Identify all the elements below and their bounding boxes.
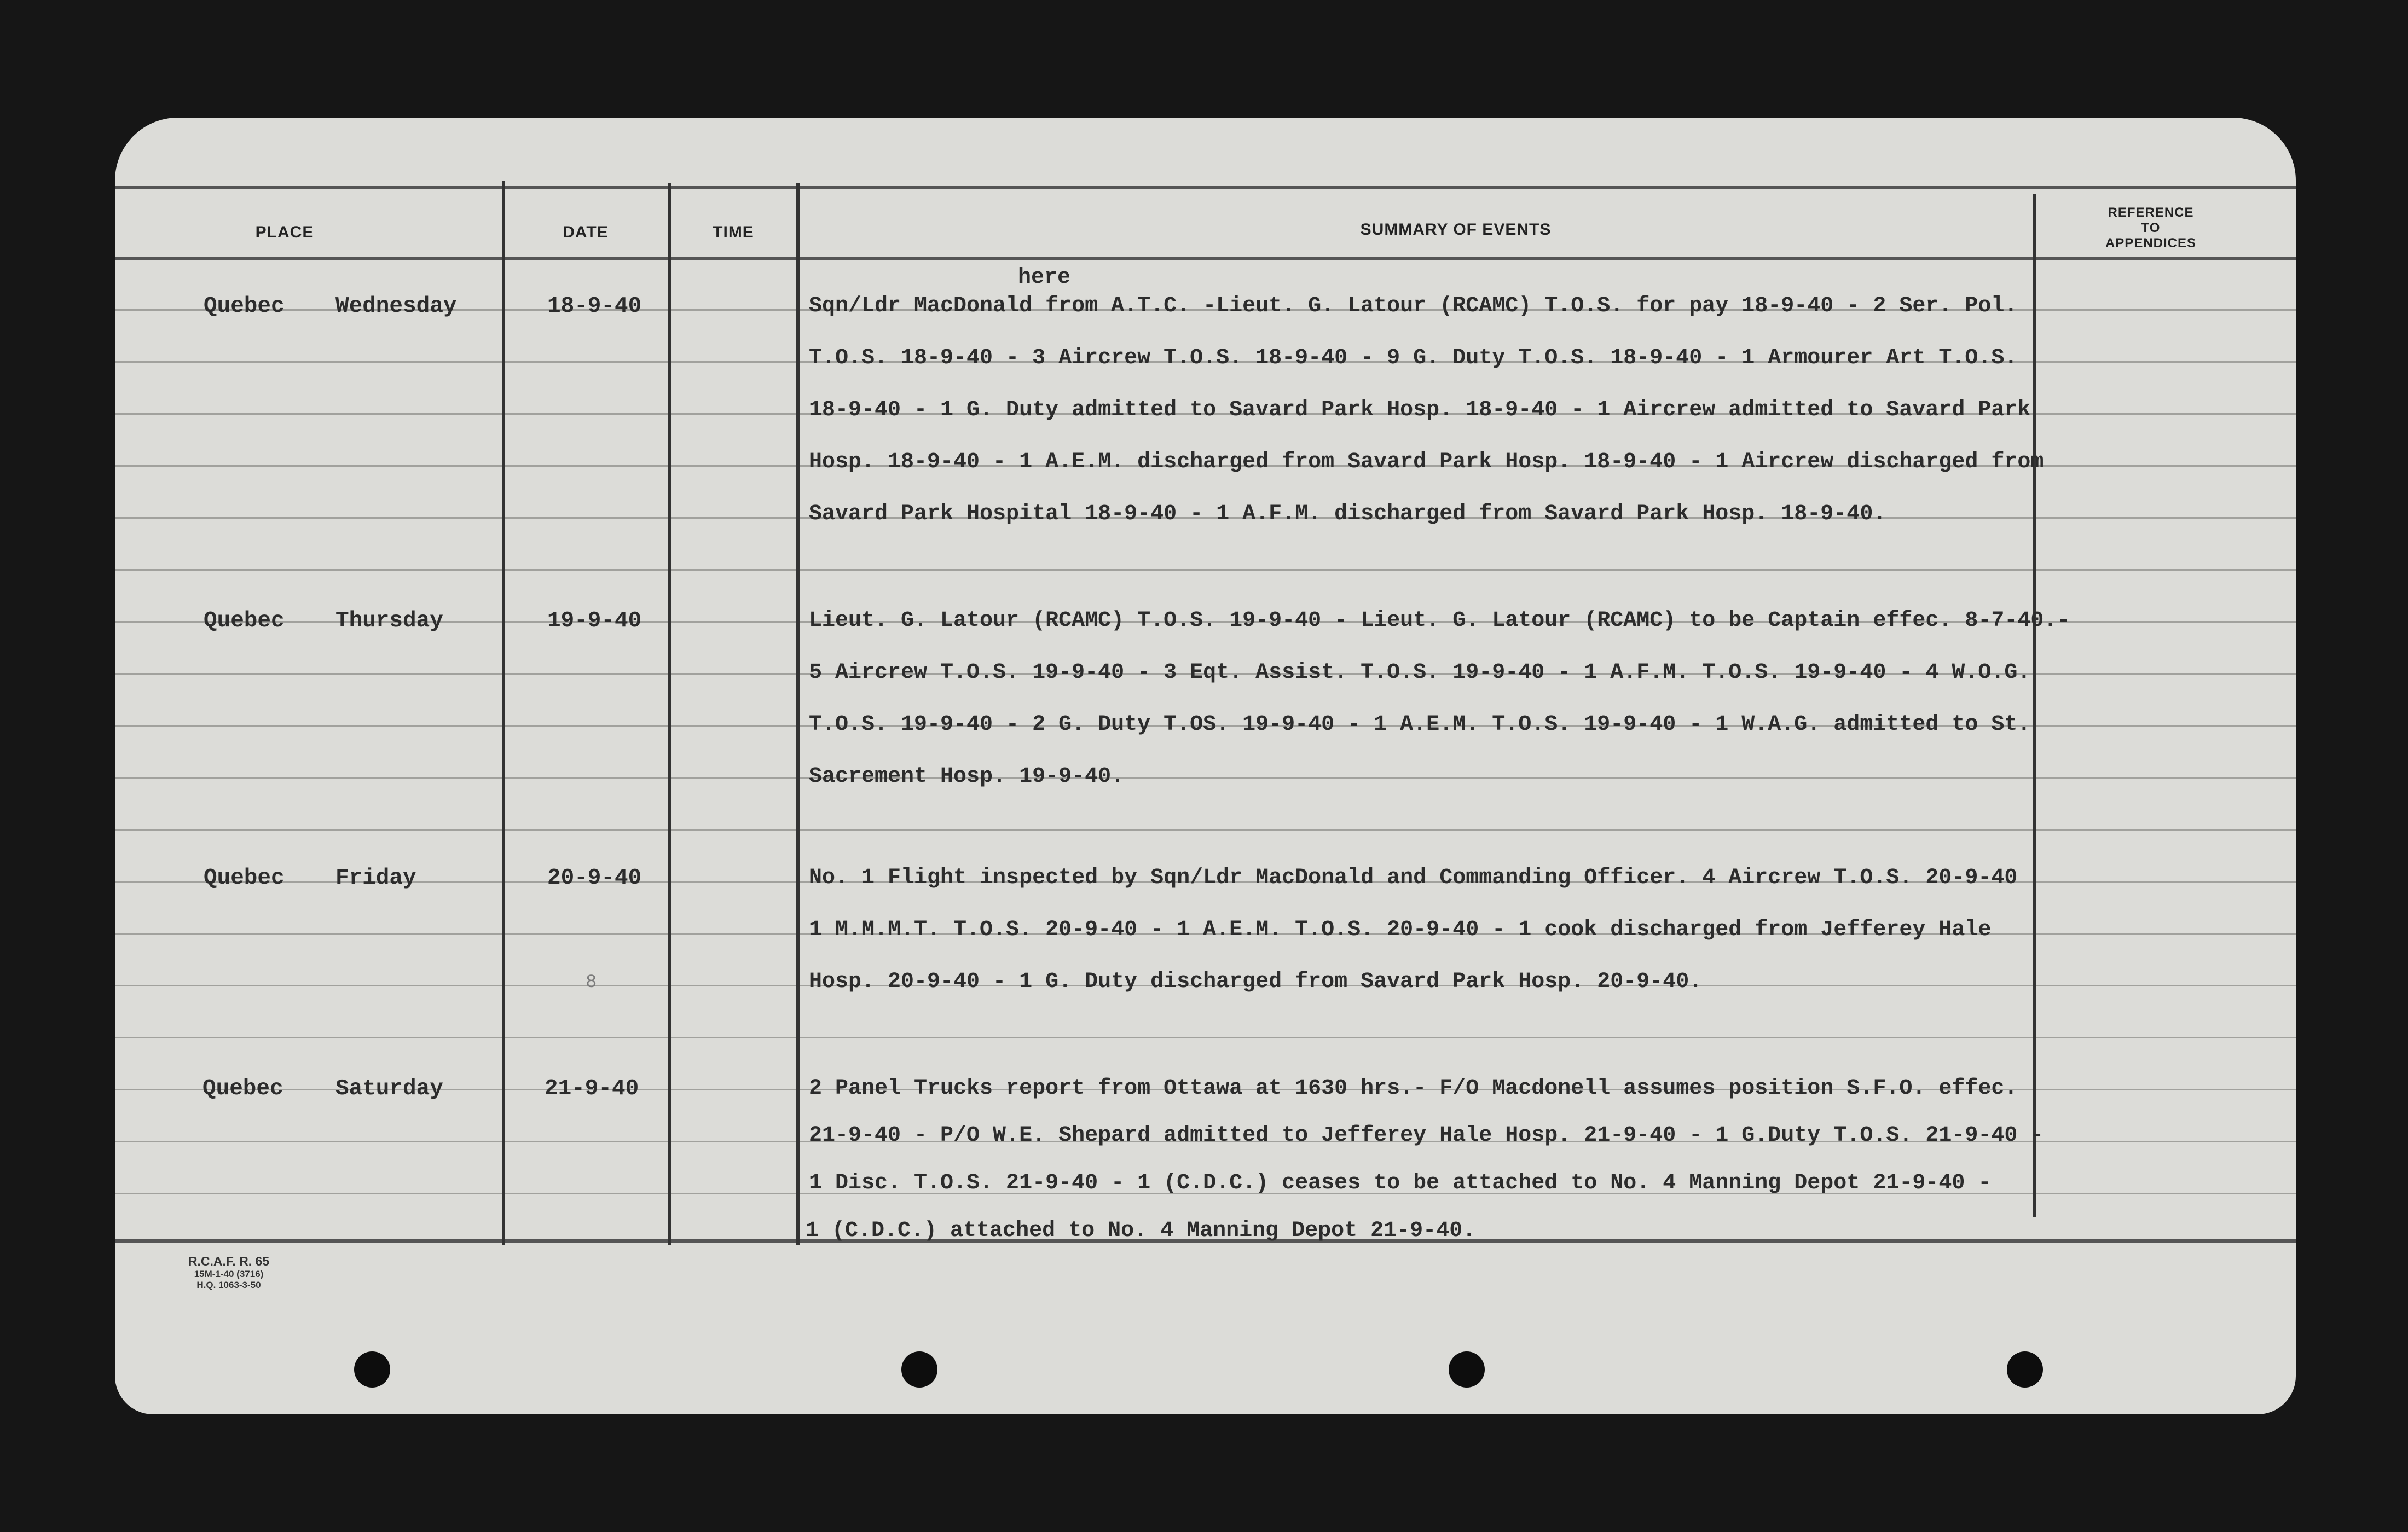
event-line: Lieut. G. Latour (RCAMC) T.O.S. 19-9-40 - Lieut. G. Latour (RCAMC) to be Captain effec. 8-7-40.- [809, 608, 2070, 633]
event-line: 2 Panel Trucks report from Ottawa at 1630 hrs.- F/O Macdonell assumes position S.F.O. effec. [809, 1076, 2018, 1101]
entry-day: Wednesday [335, 294, 457, 319]
event-line: 1 Disc. T.O.S. 21-9-40 - 1 (C.D.C.) ceases to be attached to No. 4 Manning Depot 21-9-40 - [809, 1171, 1992, 1196]
event-line: Sqn/Ldr MacDonald from A.T.C. -Lieut. G. Latour (RCAMC) T.O.S. for pay 18-9-40 - 2 Ser. Pol. [809, 294, 2018, 318]
event-line: Hosp. 20-9-40 - 1 G. Duty discharged from Savard Park Hosp. 20-9-40. [809, 970, 1703, 994]
margin-mark: 8 [586, 972, 597, 993]
entry-date: 19-9-40 [547, 608, 642, 634]
event-line: Hosp. 18-9-40 - 1 A.E.M. discharged from Savard Park Hosp. 18-9-40 - 1 Aircrew discharged from [809, 450, 2044, 474]
form-number: R.C.A.F. R. 65 [188, 1254, 270, 1268]
form-identifier [163, 1254, 294, 1291]
time-header: TIME [713, 223, 754, 241]
reference-header [2047, 205, 2255, 251]
entry-insert-note: here [1018, 265, 1071, 290]
entry-place: Quebec [204, 294, 285, 319]
reference-header-line: TO [2141, 220, 2161, 235]
form-print-code: 15M-1-40 (3716) [194, 1269, 264, 1279]
entry-place: Quebec [202, 1076, 283, 1101]
entry-day: Thursday [335, 608, 443, 634]
event-line: No. 1 Flight inspected by Sqn/Ldr MacDonald and Commanding Officer. 4 Aircrew T.O.S. 20-9-40 [809, 866, 2018, 890]
punch-hole [2007, 1351, 2043, 1388]
header-rule [115, 257, 2296, 260]
entry-date: 21-9-40 [545, 1076, 639, 1101]
event-line: 1 (C.D.C.) attached to No. 4 Manning Depot 21-9-40. [806, 1218, 1476, 1243]
summary-header: SUMMARY OF EVENTS [1360, 220, 1552, 239]
event-line: T.O.S. 19-9-40 - 2 G. Duty T.OS. 19-9-40 - 1 A.E.M. T.O.S. 19-9-40 - 1 W.A.G. admitted to St. [809, 712, 2031, 737]
event-line: 5 Aircrew T.O.S. 19-9-40 - 3 Eqt. Assist. T.O.S. 19-9-40 - 1 A.F.M. T.O.S. 19-9-40 - 4 W.O.G. [809, 660, 2031, 685]
diary-card [115, 118, 2296, 1414]
place-header: PLACE [255, 223, 314, 241]
event-line: 1 M.M.M.T. T.O.S. 20-9-40 - 1 A.E.M. T.O.S. 20-9-40 - 1 cook discharged from Jefferey Hale [809, 918, 1992, 942]
punch-hole [354, 1351, 390, 1388]
entry-place: Quebec [204, 866, 285, 891]
column-divider [796, 183, 800, 1245]
ruled-line [115, 1037, 2296, 1038]
ruled-line [115, 569, 2296, 571]
event-line: Sacrement Hosp. 19-9-40. [809, 764, 1125, 789]
entry-date: 20-9-40 [547, 866, 642, 891]
event-line: 21-9-40 - P/O W.E. Shepard admitted to Jefferey Hale Hosp. 21-9-40 - 1 G.Duty T.O.S. 21-9-40 - [809, 1123, 2044, 1148]
event-line: T.O.S. 18-9-40 - 3 Aircrew T.O.S. 18-9-40 - 9 G. Duty T.O.S. 18-9-40 - 1 Armourer Art T.O.S. [809, 346, 2018, 370]
event-line: Savard Park Hospital 18-9-40 - 1 A.F.M. discharged from Savard Park Hosp. 18-9-40. [809, 502, 1886, 526]
column-divider [668, 183, 671, 1245]
reference-header-line: REFERENCE [2108, 205, 2194, 220]
entry-day: Saturday [335, 1076, 443, 1101]
entry-date: 18-9-40 [547, 294, 642, 319]
date-header: DATE [563, 223, 609, 241]
top-rule [115, 186, 2296, 189]
entry-day: Friday [335, 866, 416, 891]
punch-hole [901, 1351, 937, 1388]
event-line: 18-9-40 - 1 G. Duty admitted to Savard Park Hosp. 18-9-40 - 1 Aircrew admitted to Savard Park [809, 398, 2031, 422]
column-divider [502, 181, 505, 1245]
reference-header-line: APPENDICES [2105, 236, 2197, 251]
form-hq-code: H.Q. 1063-3-50 [196, 1280, 261, 1290]
ruled-line [115, 829, 2296, 831]
entry-place: Quebec [204, 608, 285, 634]
punch-hole [1449, 1351, 1485, 1388]
